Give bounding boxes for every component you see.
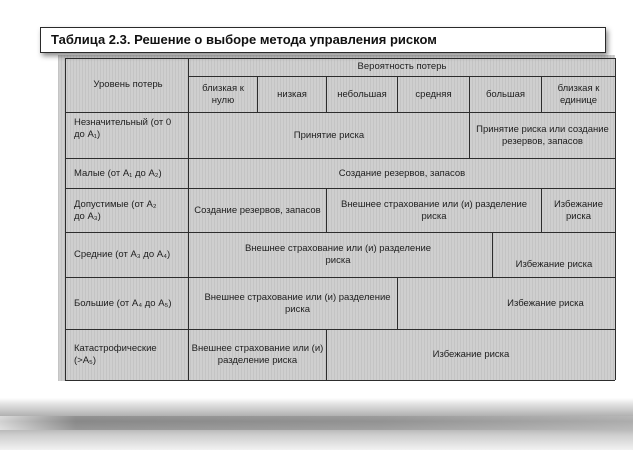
header-prob-low: низкая — [277, 88, 307, 100]
row-level-large: Большие (от A₄ до A₅) — [74, 297, 172, 309]
header-loss-level: Уровень потерь — [93, 79, 163, 91]
row-level-insignificant: Незначительный (от 0 до A₁) — [74, 117, 172, 140]
cell-row3-reserves: Создание резервов, запасов — [194, 204, 321, 216]
header-prob-near-one: близкая к единице — [557, 82, 600, 106]
cell-row5-insurance-or-sharing: Внешнее страхование или (и) разделение риска — [204, 291, 391, 315]
rule-right — [615, 58, 616, 380]
rule-bottom — [65, 380, 615, 381]
cell-row1-acceptance-or-reserves: Принятие риска или создание резервов, запасов — [476, 123, 609, 147]
row-level-medium: Средние (от A₃ до A₄) — [74, 249, 171, 261]
header-prob-small: небольшая — [337, 88, 387, 100]
header-prob-high: большая — [485, 88, 526, 100]
cell-row1-risk-acceptance: Принятие риска — [293, 129, 365, 141]
risk-decision-table — [58, 55, 615, 381]
cell-row4-insurance-or-sharing: Внешнее страхование или (и) разделение риска — [244, 243, 432, 266]
header-prob-medium: средняя — [415, 88, 452, 100]
cell-row4-avoidance: Избежание риска — [515, 259, 593, 271]
row-level-catastrophic: Катастрофические (>A₅) — [74, 343, 157, 366]
cell-row2-reserves: Создание резервов, запасов — [338, 167, 466, 179]
header-loss-probability: Вероятность потерь — [357, 61, 447, 73]
header-prob-near-zero: близкая к нулю — [202, 82, 244, 106]
cell-row5-avoidance: Избежание риска — [507, 297, 584, 309]
cell-row3-insurance-or-sharing: Внешнее страхование или (и) разделение риска — [340, 198, 528, 222]
table-caption: Таблица 2.3. Решение о выборе метода управления риском — [40, 27, 606, 53]
scan-shadow-strip — [0, 398, 633, 450]
row-level-small: Малые (от A₁ до A₂) — [74, 167, 162, 179]
cell-row6-avoidance: Избежание риска — [432, 349, 510, 361]
row-level-acceptable: Допустимые (от A₂ до A₃) — [74, 198, 157, 222]
cell-row6-insurance-or-sharing: Внешнее страхование или (и) разделение риска — [191, 343, 324, 366]
cell-row3-avoidance: Избежание риска — [553, 198, 604, 222]
